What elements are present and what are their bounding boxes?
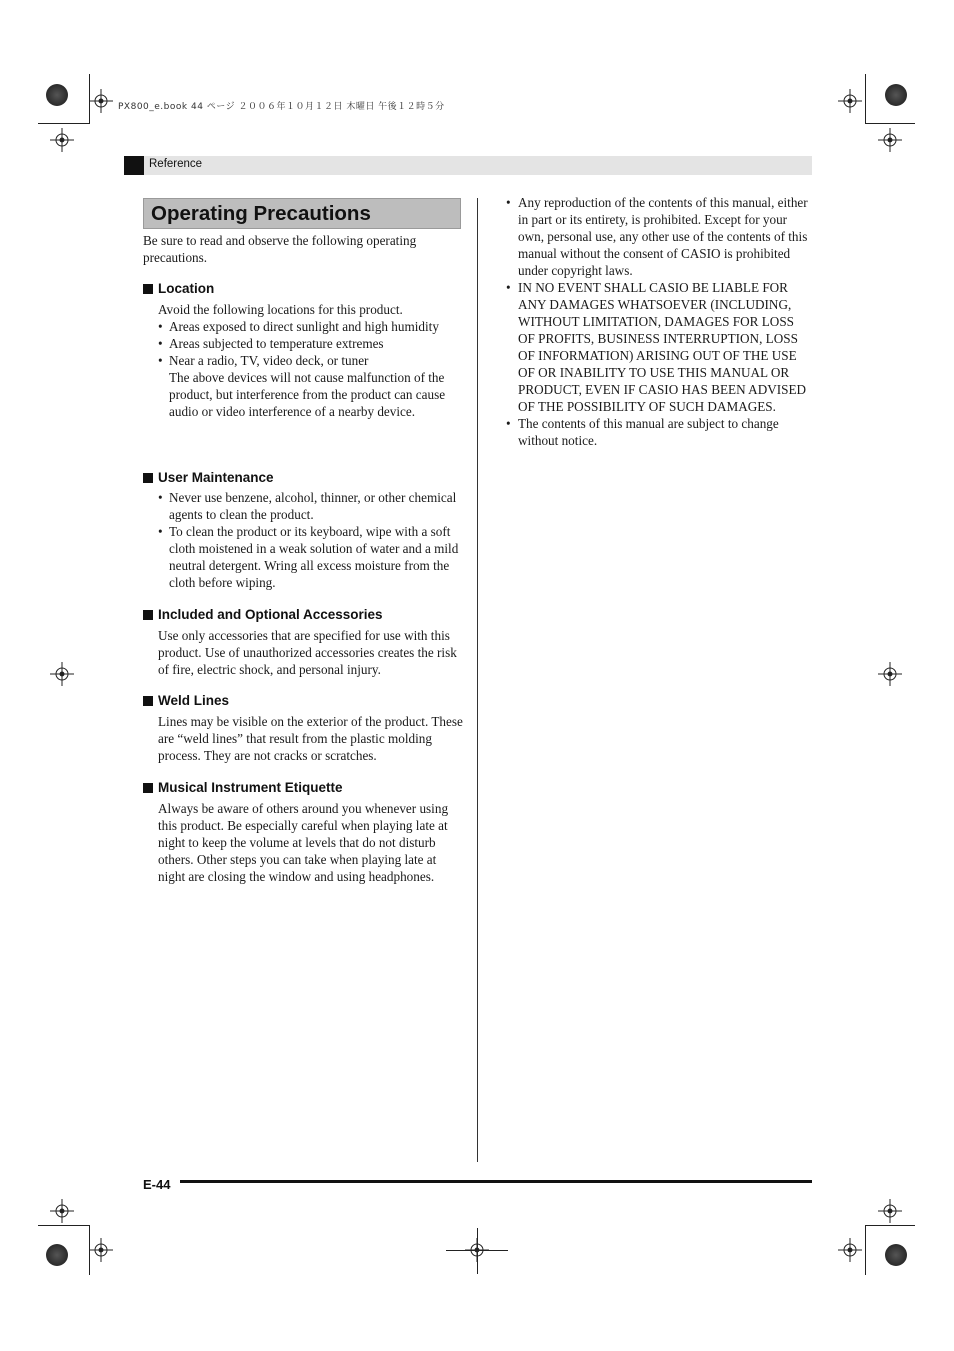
- registration-mark-icon: [50, 1199, 74, 1223]
- accessories-body: Use only accessories that are specified for use with this product. Use of unauthorized accessories creates the risk of fire, electric shock, and personal injury.: [158, 628, 457, 677]
- list-item: • The contents of this manual are subject to change without notice.: [506, 415, 812, 449]
- heading-etiquette-text: Musical Instrument Etiquette: [158, 780, 343, 795]
- registration-mark-icon: [50, 662, 74, 686]
- registration-mark-icon: [878, 1199, 902, 1223]
- list-item: • Areas exposed to direct sunlight and high humidity: [158, 318, 463, 335]
- heading-user-maintenance: [143, 470, 274, 485]
- maintenance-list: [158, 489, 463, 591]
- weld-lines-body: Lines may be visible on the exterior of the product. These are “weld lines” that result from the plastic molding process. They are not cracks or scratches.: [158, 714, 463, 763]
- heading-weld-lines-text: Weld Lines: [158, 693, 230, 708]
- column-divider: [477, 198, 478, 1162]
- square-bullet-icon: [143, 473, 153, 483]
- crop-mark: [38, 1225, 90, 1226]
- maintenance-section: [158, 489, 463, 591]
- crop-mark: [38, 123, 90, 124]
- registration-disc-icon: [46, 1244, 68, 1266]
- heading-accessories-text: Included and Optional Accessories: [158, 607, 383, 622]
- heading-weld-lines: [143, 693, 229, 708]
- heading-etiquette: [143, 780, 343, 795]
- list-item: • IN NO EVENT SHALL CASIO BE LIABLE FOR ANY DAMAGES WHATSOEVER (INCLUDING, WITHOUT LIMITATION, DAMAGES FOR LOSS OF PROFITS, BUSINESS INTERRUPTION, LOSS OF INFORMATION) ARISING OUT OF THE USE OF OR INABILITY TO USE THIS MANUAL OR PRODUCT, EVEN IF CASIO HAS BEEN ADVISED OF THE POSSIBILITY OF SUCH DAMAGES.: [506, 279, 812, 415]
- registration-disc-icon: [46, 84, 68, 106]
- registration-mark-icon: [838, 89, 862, 113]
- etiquette-body: Always be aware of others around you whenever using this product. Be especially careful when playing late at night to keep the volume at levels that do not disturb others. Other steps you can take when playing late at night are closing the window and using headphones.: [158, 801, 449, 884]
- list-item: • Areas subjected to temperature extremes: [158, 335, 463, 352]
- page-title: Operating Precautions: [151, 202, 371, 225]
- square-bullet-icon: [143, 284, 153, 294]
- registration-mark-icon: [50, 128, 74, 152]
- section-header-label: Reference: [149, 158, 203, 170]
- crop-mark: [865, 74, 866, 124]
- location-list: [158, 318, 463, 369]
- section-marker: [124, 156, 144, 175]
- location-section: [158, 301, 463, 420]
- location-lead: Avoid the following locations for this product.: [158, 302, 403, 317]
- page-title-box: [143, 198, 461, 229]
- notice-list: [506, 194, 812, 449]
- registration-mark-icon: [878, 662, 902, 686]
- registration-mark-icon: [838, 1238, 862, 1262]
- square-bullet-icon: [143, 783, 153, 793]
- registration-mark-icon: [89, 1238, 113, 1262]
- crop-mark: [865, 123, 915, 124]
- intro-text: Be sure to read and observe the following operating precautions.: [143, 233, 417, 265]
- heading-location: [143, 281, 214, 296]
- list-item: • Never use benzene, alcohol, thinner, or other chemical agents to clean the product.: [158, 489, 463, 523]
- right-column: [506, 194, 812, 449]
- registration-mark-icon: [878, 128, 902, 152]
- heading-user-maintenance-text: User Maintenance: [158, 470, 274, 485]
- list-item: • To clean the product or its keyboard, wipe with a soft cloth moistened in a weak solution of water and a mild neutral detergent. Wring all excess moisture from the cloth before wiping.: [158, 523, 463, 591]
- heading-accessories: [143, 607, 383, 622]
- square-bullet-icon: [143, 610, 153, 620]
- square-bullet-icon: [143, 696, 153, 706]
- crop-mark: [865, 1225, 915, 1226]
- registration-mark-icon: [89, 89, 113, 113]
- registration-disc-icon: [885, 1244, 907, 1266]
- footer-rule: [180, 1180, 812, 1183]
- printer-slug: PX800_e.book 44 ページ ２００６年１０月１２日 木曜日 午後１２時５分: [118, 102, 445, 112]
- list-item: • Near a radio, TV, video deck, or tuner: [158, 352, 463, 369]
- list-item: • Any reproduction of the contents of this manual, either in part or its entirety, is prohibited. Except for your own, personal use, any other use of the contents of this manual without the consent of CASIO is prohibited under copyright laws.: [506, 194, 812, 279]
- crop-mark: [865, 1225, 866, 1275]
- page-number: E-44: [143, 1177, 171, 1192]
- heading-location-text: Location: [158, 281, 215, 296]
- location-note: The above devices will not cause malfunction of the product, but interference from the product can cause audio or video interference of a nearby device.: [169, 370, 446, 419]
- registration-disc-icon: [885, 84, 907, 106]
- crop-mark: [477, 1228, 478, 1274]
- section-header-bar: [124, 156, 812, 175]
